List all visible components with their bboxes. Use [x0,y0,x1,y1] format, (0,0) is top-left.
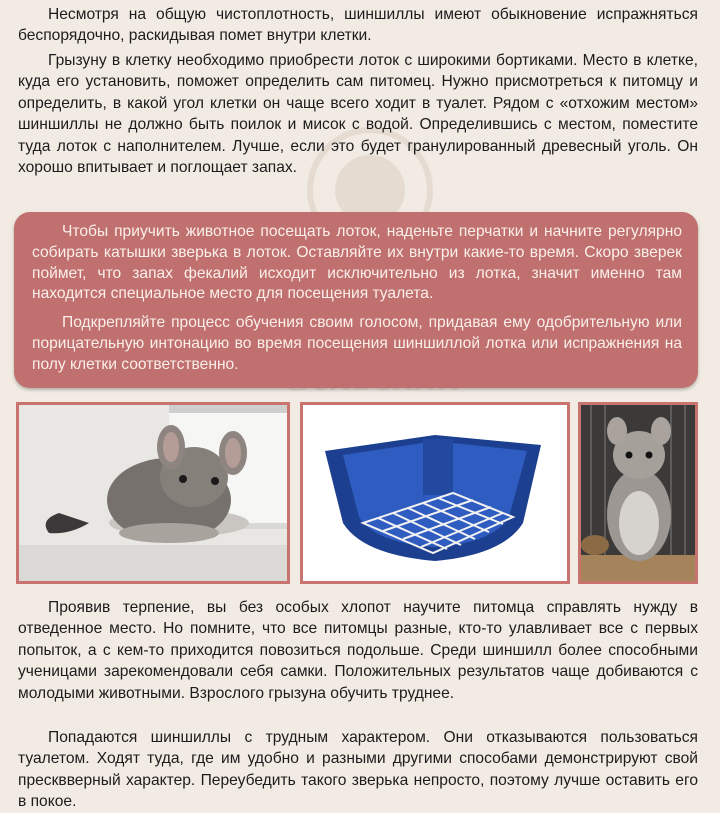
difficult-character-paragraph: Попадаются шиншиллы с трудным характером. Они отказываются пользоваться туалетом. Ходят туда, где им удобно и разными другими способами демонстрируют свой пресквверный характер. Переубедить такого зверька непросто, поэтому лучше оставить его в покое. [18,729,698,811]
litter-box-paragraph: Грызуну в клетку необходимо приобрести лоток с широкими бортиками. Место в клетке, куда его установить, поможет определить сам питомец. Нужно присмотреться к питомцу и определить, в какой угол клетки он чаще всего ходит в туалет. Рядом с «отхожим местом» шиншиллы не должно быть поилок и мисок с водой. Определившись с местом, поместите туда лоток с наполнителем. Лучше, если это будет гранулированный древесный уголь. Он хорошо впитывает и поглощает запах. [18,52,698,177]
photo-chinchilla-windowsill [16,402,290,584]
photo-corner-litter-tray [300,402,570,584]
tip-callout [14,212,698,388]
litter-tray-image [303,405,567,581]
chinchilla-image [19,405,287,581]
callout-paragraph-training: Чтобы приучить животное посещать лоток, наденьте перчатки и начните регулярно собирать катышки зверька в лоток. Оставляйте их внутри какие-то время. Скоро зверек поймет, что запах фекалий исходит исключительно из лотка, значит именно там находится специальное место для посещения туалета. [32,223,682,303]
photo-chinchilla-cage [578,402,698,584]
intro-paragraph: Несмотря на общую чистоплотность, шиншиллы имеют обыкновение испражняться беспорядочно, раскидывая помет внутри клетки. [18,6,698,45]
patience-paragraph: Проявив терпение, вы без особых хлопот научите питомца справлять нужду в отведенное место. Но помните, что все питомцы разные, кто-то улавливает все с первых попыток, а с кем-то приходится повозиться подольше. Среди шиншилл более способными ученицами зарекомендовали себя самки. Положительных результатов чаще добиваются с молодыми животными. Взрослого грызуна обучить труднее. [18,599,698,702]
callout-paragraph-voice: Подкрепляйте процесс обучения своим голосом, придавая ему одобрительную или порицательную интонацию во время посещения шиншиллой лотка или испражнения на полу клетки соответственно. [32,314,682,373]
chinchilla-cage-image [581,405,695,581]
